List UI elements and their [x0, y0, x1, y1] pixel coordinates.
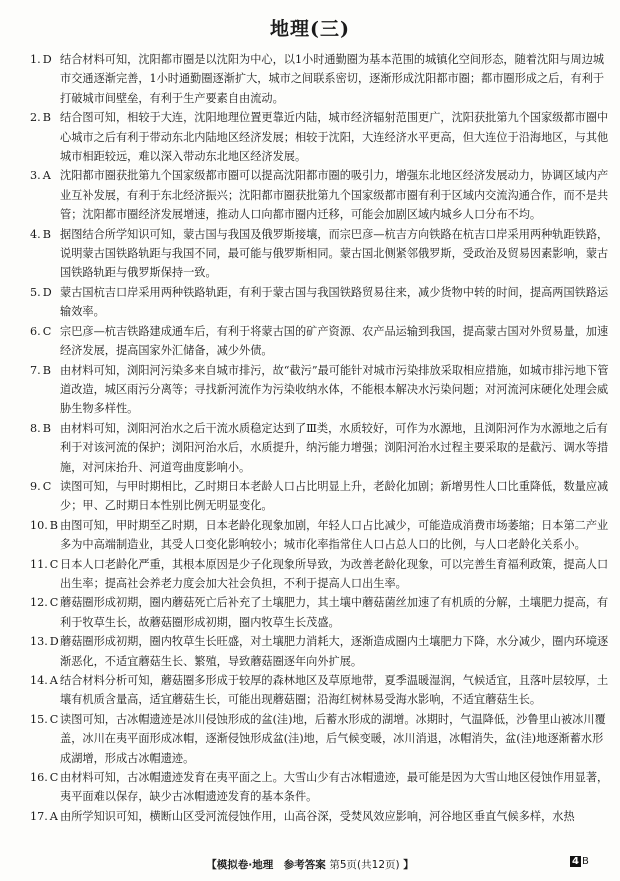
answer-item [30, 283, 612, 322]
answer-item [30, 516, 612, 555]
answer-explanation: 读图可知，古冰帽遗迹是冰川侵蚀形成的盆(洼)地，后蓄水形成的湖增。冰期时，气温降低，沙鲁里山被冰川覆盖，冰川在夷平面形成冰帽，逐渐侵蚀形成盆(洼)地，后气候变暖，冰川消退，冰帽消失，盆(洼)地逐渐蓄水形成湖增，形成古冰帽遗迹。 [60, 712, 606, 765]
answer-choice: B [42, 421, 51, 435]
paper-code-letter: B [581, 856, 589, 867]
answer-explanation: 蘑菇圈形成初期，圈内牧草生长旺盛，对土壤肥力消耗大，逐渐造成圈内土壤肥力下降，水分减少，圈内环境逐渐恶化，不适宜蘑菇生长、繁殖，导致蘑菇圈逐年向外扩展。 [60, 635, 609, 668]
answer-item [30, 632, 612, 671]
answer-item [30, 671, 612, 710]
answer-number: 7. B [30, 363, 51, 377]
answer-choice: C [42, 324, 52, 338]
answer-item [30, 710, 612, 768]
answer-list [30, 50, 612, 826]
answer-number: 11. C [30, 557, 59, 571]
answer-item [30, 477, 612, 516]
answer-explanation: 由材料可知，浏阳河污染多来自城市排污，故“截污”最可能针对城市污染排放采取相应措施，如城市排污地下管道改造，城区雨污分离等；寻找新河流作为污染收纳水体，不能根本解决水污染问题；对河流河床硬化处理会威胁生物多样性。 [60, 363, 609, 416]
answer-number: 2. B [30, 111, 51, 125]
answer-item [30, 807, 612, 826]
answer-item [30, 555, 612, 594]
answer-choice: C [42, 479, 52, 493]
answer-explanation: 结合图可知，相较于大连，沈阳地理位置更靠近内陆，城市经济辐射范围更广，沈阳获批第九个国家级都市圈中心城市之后有利于带动东北内陆地区经济发展；相较于沈阳，大连经济水平更高，但大连位于沿海地区，与其他城市相距较远，难以深入带动东北地区经济发展。 [60, 111, 609, 164]
answer-item [30, 225, 612, 283]
answer-choice: C [49, 771, 59, 785]
answer-explanation: 结合材料可知，沈阳都市圈是以沈阳为中心，以1小时通勤圈为基本范围的城镇化空间形态，随着沈阳与周边城市交通逐渐完善，1小时通勤圈逐渐扩大，城市之间联系密切，逐渐形成沈阳都市圈；都市圈形成之后，有利于打破城市间壁垒，有利于生产要素自由流动。 [60, 53, 605, 105]
answer-number: 8. B [30, 421, 51, 435]
answer-choice: D [49, 635, 59, 649]
answer-explanation: 蒙古国杭吉口岸采用两种铁路轨距，有利于蒙古国与我国铁路贸易往来，减少货物中转的时间，提高两国铁路运输效率。 [60, 285, 609, 319]
answer-explanation: 由图可知，甲时期至乙时期，日本老龄化现象加剧，年轻人口占比减少，可能造成消费市场萎缩；日本第二产业多为中高端制造业，其受人口变化影响较小；城市化率指常住人口占总人口的比例，与人口老龄化关系小。 [60, 518, 609, 552]
answer-choice: A [49, 809, 58, 823]
answer-explanation: 沈阳都市圈获批第九个国家级都市圈可以提高沈阳都市圈的吸引力，增强东北地区经济发展动力，协调区域内产业互补发展，有利于东北经济振兴；沈阳都市圈获批第九个国家级都市圈有利于区域内交流沟通合作，而不是共管；沈阳都市圈经济发展增速，推动人口向都市圈内迁移，可能会加剧区域内城乡人口分布不均。 [60, 169, 609, 222]
answer-explanation: 宗巴彦—杭吉铁路建成通车后，有利于将蒙古国的矿产资源、农产品运输到我国，提高蒙古国对外贸易量，加速经济发展，提高国家外汇储备，减少外债。 [60, 324, 609, 358]
answer-choice: A [42, 169, 51, 183]
answer-number: 15. C [30, 712, 59, 726]
answer-number: 4. B [30, 227, 51, 241]
answer-number: 3. A [30, 169, 51, 183]
answer-explanation: 结合材料分析可知，蘑菇圈多形成于较厚的森林地区及草原地带，夏季温暖湿润，气候适宜，且落叶层较厚，土壤有机质含量高，适宜蘑菇生长，可能出现蘑菇圈；沿海红树林易受海水影响，不适宜蘑菇生长。 [60, 674, 609, 707]
answer-item [30, 322, 612, 361]
answer-explanation: 读图可知，与甲时期相比，乙时期日本老龄人口占比明显上升，老龄化加剧；新增男性人口比重降低，数量应减少；甲、乙时期日本性别比例无明显变化。 [60, 479, 609, 513]
answer-explanation: 据图结合所学知识可知，蒙古国与我国及俄罗斯接壤，而宗巴彦—杭吉方向铁路在杭吉口岸采用两种轨距铁路，说明蒙古国铁路轨距与我国不同，最可能与俄罗斯相同。蒙古国北侧紧邻俄罗斯，受政治及贸易因素影响，蒙古国铁路轨距与俄罗斯保持一致。 [60, 227, 609, 280]
page-footer [0, 857, 620, 872]
answer-explanation: 由所学知识可知，横断山区受河流侵蚀作用，山高谷深，受焚风效应影响，河谷地区垂直气候多样，水热 [60, 809, 575, 823]
answer-item [30, 768, 612, 807]
paper-code [570, 856, 589, 867]
answer-choice: B [42, 227, 51, 241]
answer-number: 16. C [30, 771, 59, 785]
answer-explanation: 日本人口老龄化严重，其根本原因是少子化现象所导致，为改善老龄化现象，可以完善生育福利政策，提高人口出生率；提高社会养老力度会加大社会负担，不利于提高人口出生率。 [60, 557, 609, 590]
answer-choice: D [42, 285, 52, 299]
answer-explanation: 由材料可知，浏阳河治水之后干流水质稳定达到了Ⅲ类，水质较好，可作为水源地，且浏阳河作为水源地之后有利于对该河流的保护；浏阳河治水后，水质提升，纳污能力增强；浏阳河治水过程主要采取的是截污、调水等措施，对河床抬升、河道弯曲度影响小。 [60, 421, 609, 474]
answer-explanation: 蘑菇圈形成初期，圈内蘑菇死亡后补充了土壤肥力，其土壤中蘑菇菌丝加速了有机质的分解，土壤肥力提高，有利于牧草生长，故蘑菇圈形成初期，圈内牧草生长茂盛。 [60, 596, 609, 629]
answer-choice: C [49, 712, 59, 726]
footer-end: 】 [403, 859, 414, 871]
page-title: 地理(三) [270, 18, 350, 40]
answer-item [30, 166, 612, 224]
answer-number: 9. C [30, 479, 52, 493]
answer-choice: B [42, 111, 51, 125]
answer-choice: C [49, 596, 59, 610]
answer-explanation: 由材料可知，古冰帽遗迹发育在夷平面之上。大雪山少有古冰帽遗迹，最可能是因为大雪山地区侵蚀作用显著，夷平面难以保存，缺少古冰帽遗迹发育的基本条件。 [60, 771, 609, 804]
answer-choice: A [49, 674, 58, 687]
answer-choice: B [49, 518, 59, 532]
answer-number: 12. C [30, 596, 59, 610]
answer-number: 6. C [30, 324, 52, 338]
answer-number: 5. D [30, 285, 52, 299]
answer-number: 17. A [30, 809, 58, 823]
footer-label: 【模拟卷·地理 参考答案 [206, 859, 326, 871]
answer-item [30, 50, 612, 108]
answer-number: 10. B [30, 518, 59, 532]
answer-number: 1. D [30, 53, 52, 66]
answer-number: 14. A [30, 674, 58, 687]
answer-item [30, 593, 612, 632]
answer-item [30, 108, 612, 166]
paper-code-box: 4 [572, 856, 579, 867]
answer-choice: B [42, 363, 51, 377]
answer-item [30, 419, 612, 477]
footer-page-number: 第5页(共12页) [329, 859, 400, 871]
answer-item [30, 361, 612, 419]
answer-number: 13. D [30, 635, 59, 649]
answer-choice: C [49, 557, 59, 571]
answer-choice: D [42, 53, 52, 66]
